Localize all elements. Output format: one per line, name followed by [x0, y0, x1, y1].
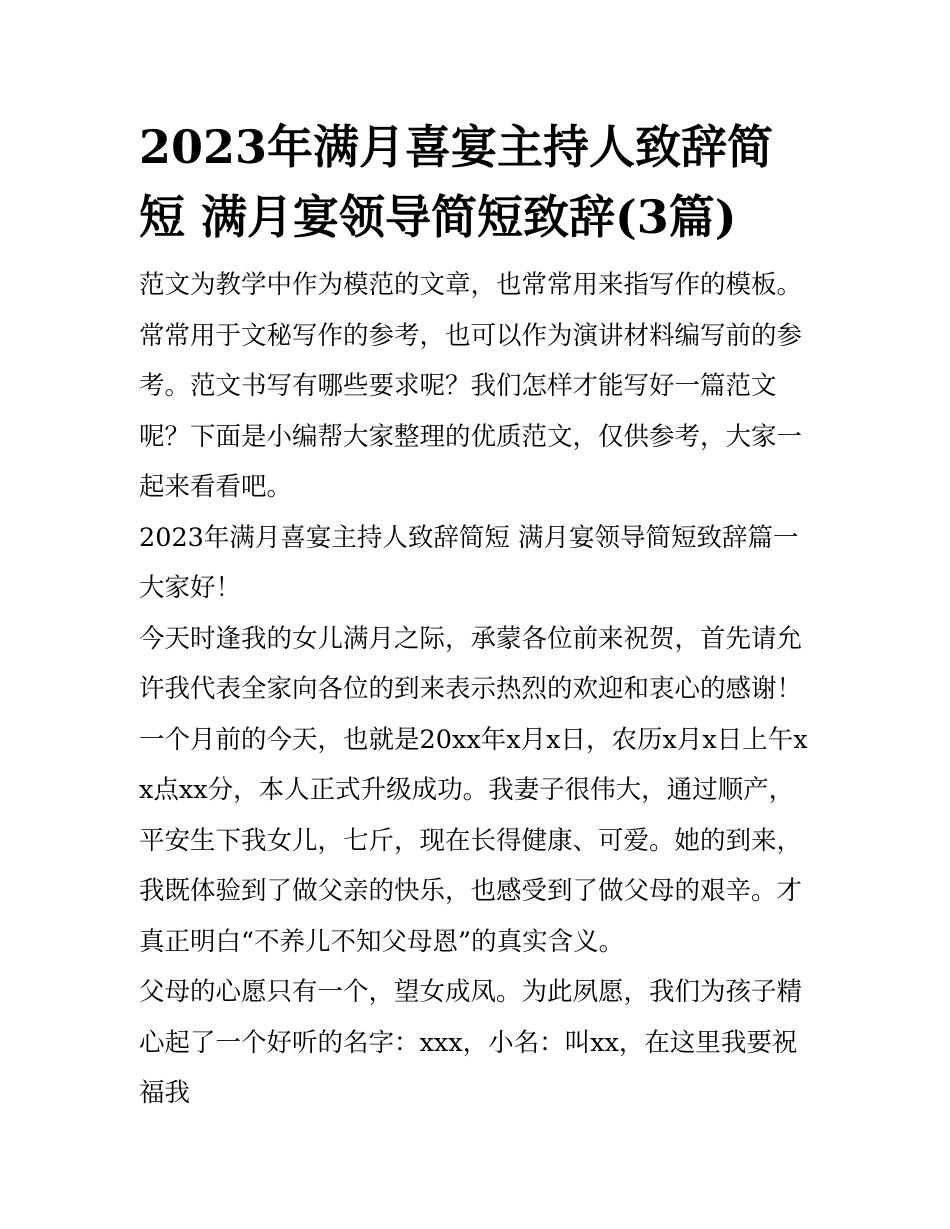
paragraph-heading-part-one: 2023年满月喜宴主持人致辞简短 满月宴领导简短致辞篇一 大家好！	[139, 522, 799, 603]
document-body	[139, 260, 814, 1119]
paragraph-welcome: 今天时逢我的女儿满月之际，承蒙各位前来祝贺，首先请允许我代表全家向各位的到来表示热烈的欢迎和衷心的感谢！	[139, 623, 803, 704]
paragraph-wishes: 父母的心愿只有一个，望女成凤。为此夙愿，我们为孩子精心起了一个好听的名字：xxx，小名：叫xx，在这里我要祝福我	[139, 977, 803, 1108]
document-title: 2023年满月喜宴主持人致辞简短 满月宴领导简短致辞(3篇)	[139, 120, 774, 244]
paragraph-intro: 范文为教学中作为模范的文章，也常常用来指写作的模板。常常用于文秘写作的参考，也可以作为演讲材料编写前的参考。范文书写有哪些要求呢？我们怎样才能写好一篇范文呢？下面是小编帮大家整理的优质范文，仅供参考，大家一起来看看吧。	[139, 270, 803, 502]
paragraph-birth: 一个月前的今天，也就是20xx年x月x日，农历x月x日上午xx点xx分，本人正式升级成功。我妻子很伟大，通过顺产，平安生下我女儿，七斤，现在长得健康、可爱。她的到来，我既体验到了做父亲的快乐，也感受到了做父母的艰辛。才真正明白“不养儿不知父母恩”的真实含义。	[139, 724, 808, 957]
document-page	[139, 112, 814, 1119]
